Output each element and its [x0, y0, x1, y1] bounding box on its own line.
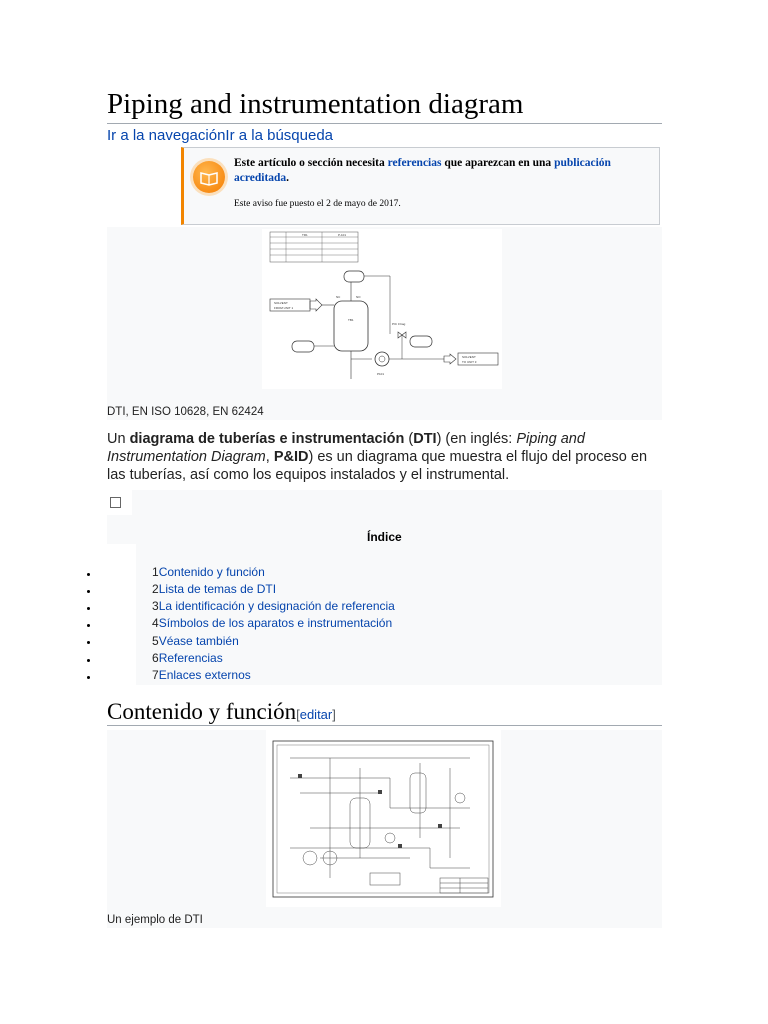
jump-to-navigation-link[interactable]: Ir a la navegación — [107, 127, 226, 144]
list-bullet — [87, 659, 90, 662]
intro-paragraph — [107, 430, 667, 484]
pid-nozzle-label: NC — [336, 295, 341, 299]
intro-text: ( — [404, 431, 414, 447]
edit-bracket: [ — [296, 707, 300, 722]
pid-pump-label: P101 — [377, 372, 385, 376]
toc-item-referencias[interactable] — [152, 651, 223, 665]
toc-link[interactable]: Lista de temas de DTI — [158, 582, 277, 596]
edit-link[interactable]: editar — [299, 707, 333, 722]
toc-number: 3 — [152, 599, 159, 613]
table-cell-label: P-101 — [338, 233, 347, 237]
list-bullet — [87, 624, 90, 627]
section-heading — [107, 699, 336, 725]
intro-text: , — [265, 449, 274, 465]
pid-inlet-label: FROM UNIT 1 — [274, 306, 294, 310]
publicacion-acreditada-link[interactable]: publicación acreditada — [234, 157, 611, 184]
toc-link[interactable]: Símbolos de los aparatos e instrumentación — [158, 616, 393, 630]
toc-number: 2 — [152, 582, 159, 596]
intro-bold-term: diagrama de tuberías e instrumentación — [129, 431, 405, 447]
pid-inlet-label: SOLVENT — [274, 301, 288, 305]
list-bullet — [87, 590, 90, 593]
edit-bracket: ] — [332, 707, 336, 722]
figure-caption: DTI, EN ISO 10628, EN 62424 — [107, 406, 264, 418]
section-edit-link[interactable] — [296, 707, 336, 722]
pid-nozzle-label: NO — [356, 295, 361, 299]
pid-schematic-image[interactable] — [262, 229, 502, 389]
pid-outlet-label: SOLVENT — [462, 355, 476, 359]
toc-link[interactable]: Referencias — [158, 651, 223, 665]
pid-vessel-label: TB1 — [348, 318, 354, 322]
jump-links — [107, 127, 333, 144]
toc-link[interactable]: Contenido y función — [158, 565, 265, 579]
toc-item-contenido[interactable] — [152, 565, 265, 579]
example-pid-drawing[interactable] — [270, 738, 496, 900]
toc-item-vease[interactable] — [152, 634, 239, 648]
referencias-link[interactable]: referencias — [387, 157, 442, 169]
book-icon-glyph — [193, 161, 225, 193]
toc-number: 4 — [152, 616, 159, 630]
list-bullet — [87, 676, 90, 679]
figure-caption: Un ejemplo de DTI — [107, 914, 203, 926]
toc-number: 1 — [152, 565, 159, 579]
toc-link[interactable]: Enlaces externos — [158, 668, 251, 682]
toc-item-simbolos[interactable] — [152, 616, 392, 630]
intro-bold-term: P&ID — [273, 449, 309, 465]
toc-toggle-checkbox[interactable] — [110, 497, 121, 508]
jump-to-search-link[interactable]: Ir a la búsqueda — [225, 127, 333, 144]
notice-text-part: que aparezcan en una — [441, 157, 555, 169]
list-bullet — [87, 607, 90, 610]
toc-number: 7 — [152, 668, 159, 682]
intro-text: Un — [107, 431, 130, 447]
toc-number: 5 — [152, 634, 159, 648]
toc-gutter — [107, 544, 136, 685]
toc-link[interactable]: La identificación y designación de referencia — [158, 599, 395, 613]
intro-text: ) (en inglés: — [436, 431, 517, 447]
intro-italic-term: Piping and Instrumentation Diagram — [107, 431, 585, 465]
notice-date: Este aviso fue puesto el 2 de mayo de 2017. — [234, 199, 401, 209]
toc-item-identificacion[interactable] — [152, 599, 395, 613]
title-underline — [107, 123, 662, 124]
pid-outlet-label: TO UNIT 3 — [462, 360, 477, 364]
toc-number: 6 — [152, 651, 159, 665]
notice-text-part: . — [286, 172, 290, 184]
toc-title: Índice — [367, 530, 402, 544]
toc-link[interactable]: Véase también — [158, 634, 239, 648]
section-underline — [107, 725, 662, 726]
page-title: Piping and instrumentation diagram — [107, 88, 524, 120]
references-notice-box — [181, 147, 660, 225]
list-bullet — [87, 573, 90, 576]
notice-text-part: Este artículo o sección necesita — [234, 157, 388, 169]
book-warning-icon — [193, 161, 225, 193]
table-cell-label: TR1 — [302, 233, 308, 237]
intro-text: ) es un diagrama que muestra el flujo del proceso en las tuberías, así como los equipos instalados y el instrumental. — [107, 449, 648, 483]
toc-item-enlaces[interactable] — [152, 668, 251, 682]
intro-bold-term: DTI — [413, 431, 437, 447]
notice-text — [234, 156, 654, 186]
list-bullet — [87, 641, 90, 644]
pid-valve-label: PIC 0 bag — [392, 322, 406, 326]
toc-item-lista[interactable] — [152, 582, 276, 596]
section-heading-text: Contenido y función — [107, 699, 297, 724]
